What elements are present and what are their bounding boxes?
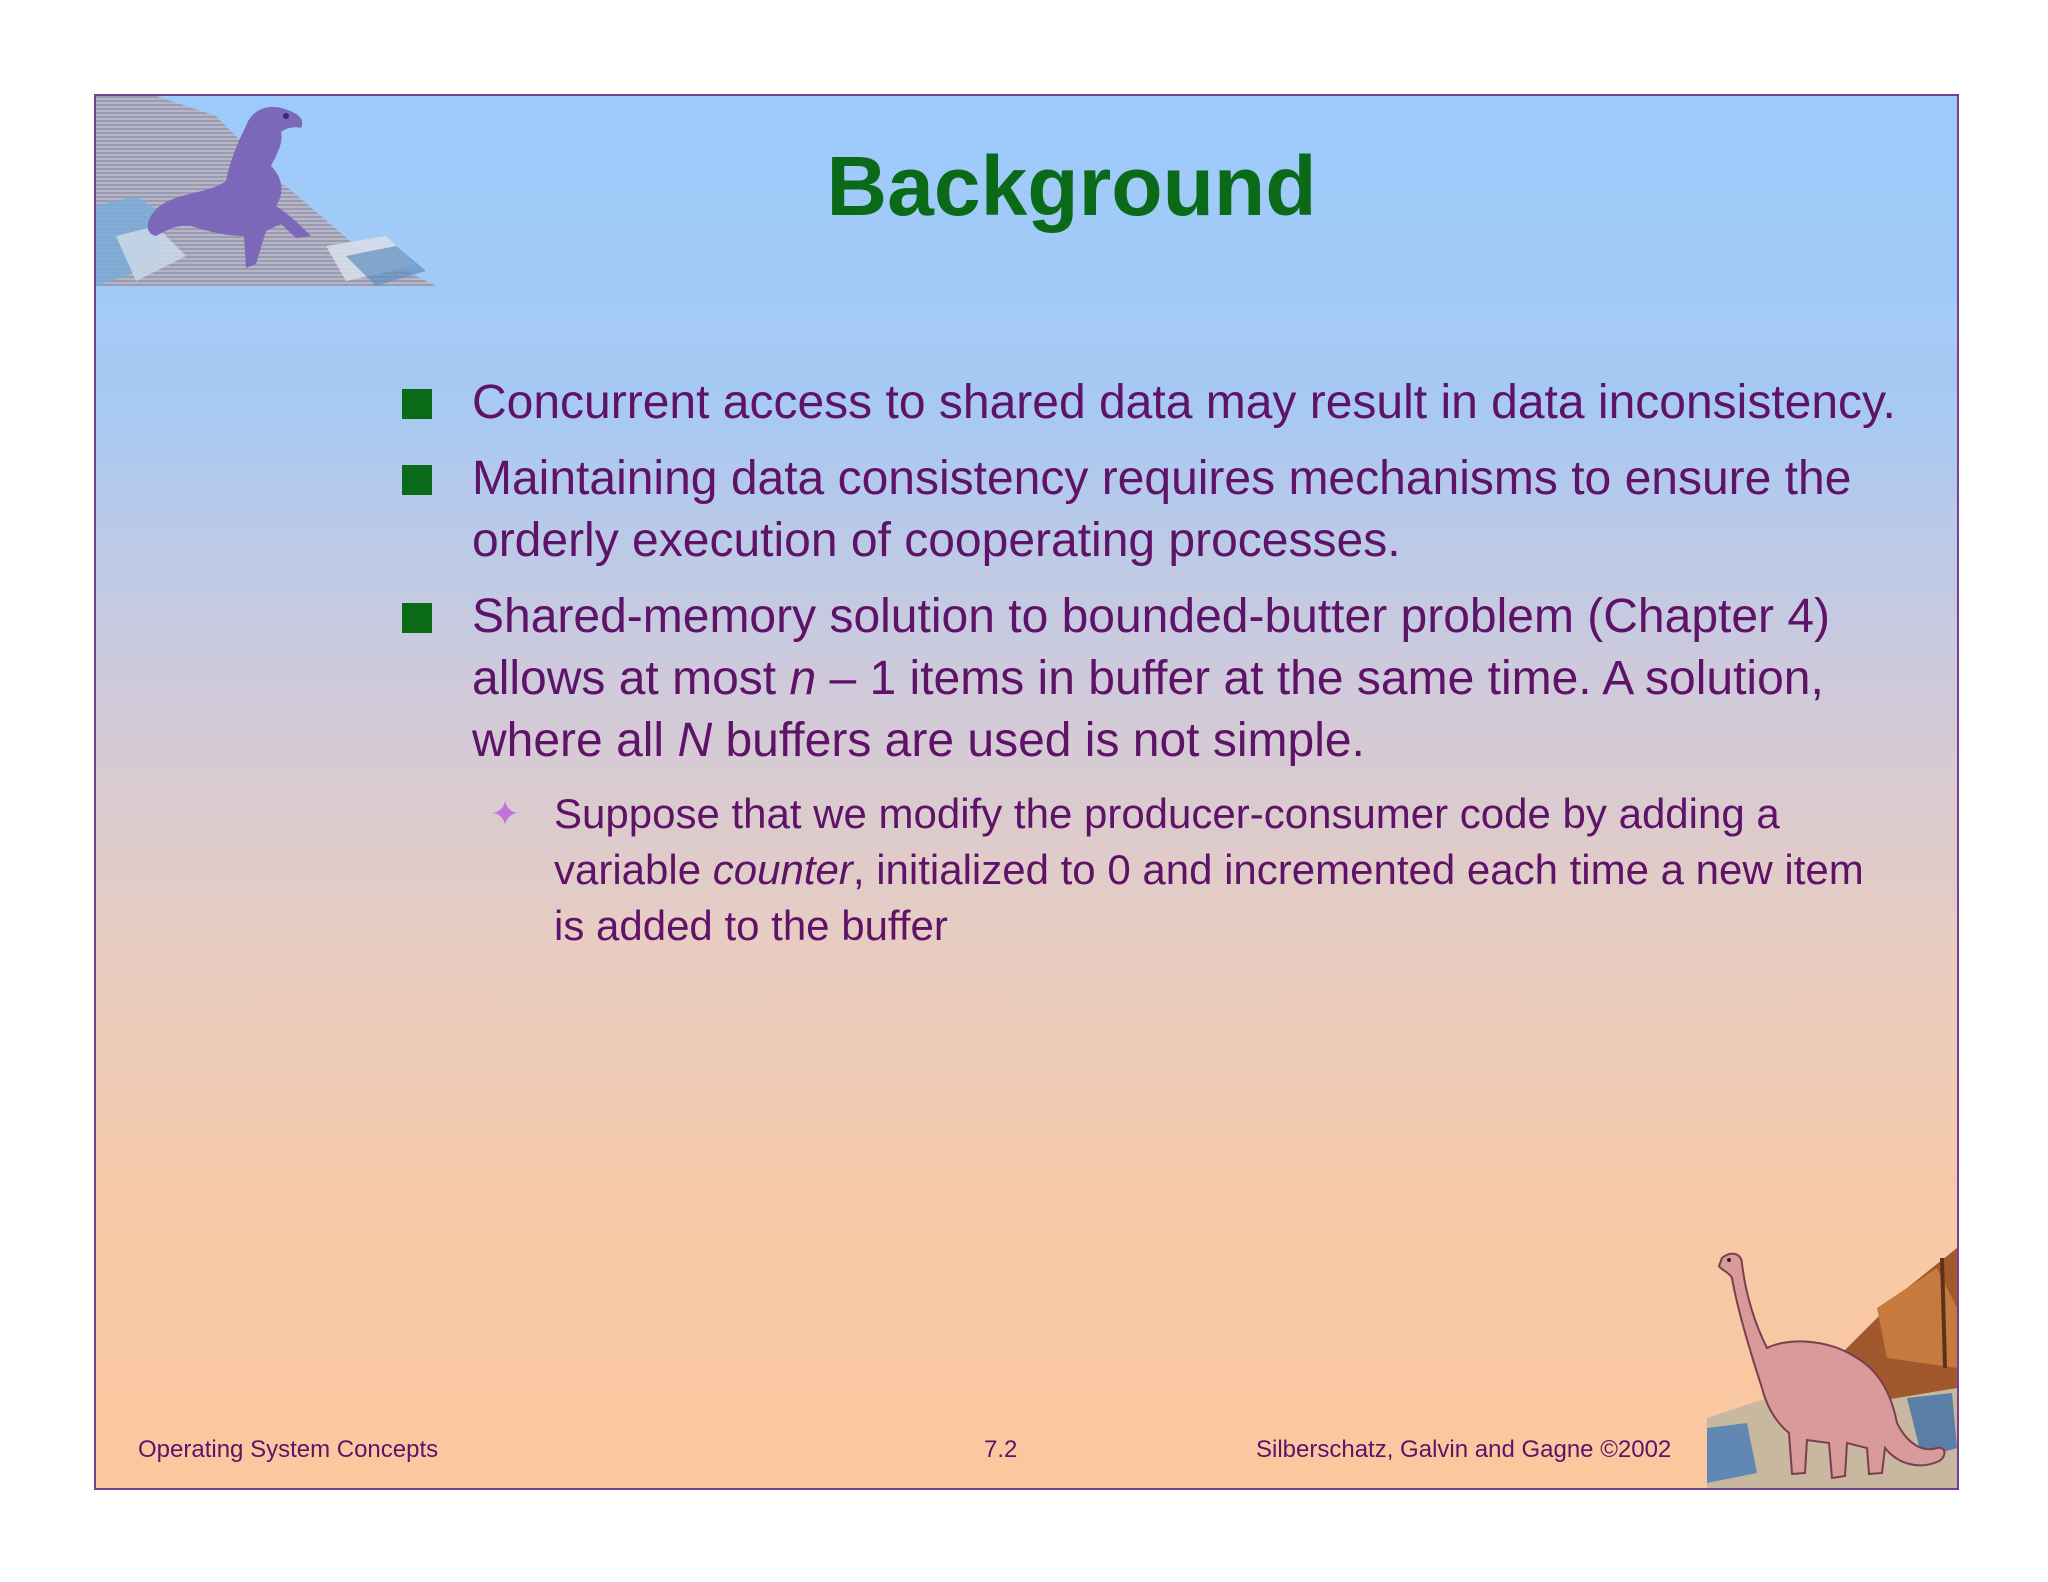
sub-bullet-text: Suppose that we modify the producer-consumer code by adding a variable <box>554 790 1780 893</box>
bullet-text: Shared-memory solution to bounded-butter problem (Chapter 4) allows at most <box>472 590 1831 705</box>
bullet-item <box>402 586 1902 772</box>
bullet-text: Maintaining data consistency requires mechanisms to ensure the orderly execution of cooperating processes. <box>472 452 1852 567</box>
bullet-text: Concurrent access to shared data may result in data inconsistency. <box>472 376 1896 429</box>
square-bullet-icon <box>402 389 432 419</box>
square-bullet-icon <box>402 465 432 495</box>
sub-bullet-item <box>402 786 1902 954</box>
bullet-item <box>402 372 1902 434</box>
bullet-text: – 1 items in buffer at the same time. A solution, where all <box>472 652 1824 767</box>
square-bullet-icon <box>402 603 432 633</box>
footer-page-number: 7.2 <box>984 1436 1018 1463</box>
variable-N: N <box>677 714 713 767</box>
sub-bullet-text: , initialized to 0 and incremented each time a new item is added to the buffer <box>554 846 1864 949</box>
four-point-star-icon: ✦ <box>490 793 521 834</box>
bullet-list <box>402 372 1902 954</box>
bullet-item <box>402 448 1902 572</box>
brontosaurus-clipart-icon <box>1707 1248 1957 1488</box>
bullet-text: buffers are used is not simple. <box>712 714 1365 767</box>
slide <box>94 94 1959 1490</box>
footer-copyright: Silberschatz, Galvin and Gagne ©2002 <box>1256 1436 1672 1463</box>
variable-counter: counter <box>712 846 853 893</box>
footer-course-title: Operating System Concepts <box>138 1436 439 1463</box>
slide-title: Background <box>826 139 1317 233</box>
variable-n: n <box>789 652 817 705</box>
